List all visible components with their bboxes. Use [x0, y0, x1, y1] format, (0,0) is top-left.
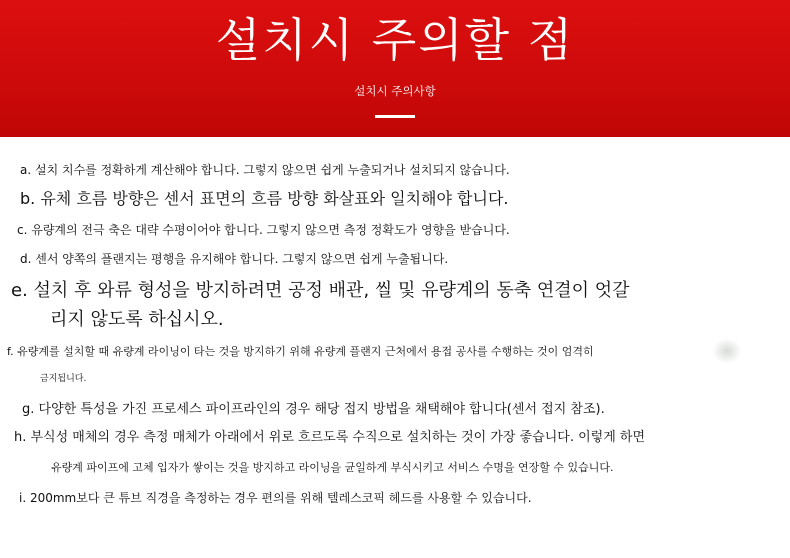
image-smudge: [712, 338, 742, 364]
note-e: e. 설치 후 와류 형성을 방지하려면 공정 배관, 씰 및 유량계의 동축 연결이 엇갈: [11, 280, 630, 301]
note-c: c. 유량계의 전극 축은 대략 수평이어야 합니다. 그렇지 않으면 측정 정확도가 영향을 받습니다.: [17, 223, 510, 237]
page-title: 설치시 주의할 점: [215, 13, 575, 67]
note-e-continued: 리지 않도록 하십시오.: [50, 309, 224, 330]
note-h-continued: 유량계 파이프에 고체 입자가 쌓이는 것을 방지하고 라이닝을 균일하게 부식시키고 서비스 수명을 연장할 수 있습니다.: [51, 461, 614, 474]
note-d: d. 센서 양쪽의 플랜지는 평행을 유지해야 합니다. 그렇지 않으면 쉽게 누출됩니다.: [20, 252, 449, 266]
header-banner: [0, 0, 790, 137]
note-f-continued: 금지됩니다.: [40, 374, 87, 384]
note-b: b. 유체 흐름 방향은 센서 표면의 흐름 방향 화살표와 일치해야 합니다.: [20, 189, 509, 208]
note-f: f. 유량계를 설치할 때 유량계 라이닝이 타는 것을 방지하기 위해 유량계 플랜지 근처에서 용접 공사를 수행하는 것이 엄격히: [7, 345, 594, 358]
page-subtitle: 설치시 주의사항: [354, 84, 436, 98]
note-a: a. 설치 치수를 정확하게 계산해야 합니다. 그렇지 않으면 쉽게 누출되거나 설치되지 않습니다.: [20, 163, 510, 177]
note-g: g. 다양한 특성을 가진 프로세스 파이프라인의 경우 해당 접지 방법을 채택해야 합니다(센서 접지 참조).: [22, 402, 605, 417]
title-underline: [375, 115, 415, 118]
note-h: h. 부식성 매체의 경우 측정 매체가 아래에서 위로 흐르도록 수직으로 설치하는 것이 가장 좋습니다. 이렇게 하면: [14, 430, 646, 445]
note-i: i. 200mm보다 큰 튜브 직경을 측정하는 경우 편의를 위해 텔레스코픽 헤드를 사용할 수 있습니다.: [19, 491, 532, 505]
